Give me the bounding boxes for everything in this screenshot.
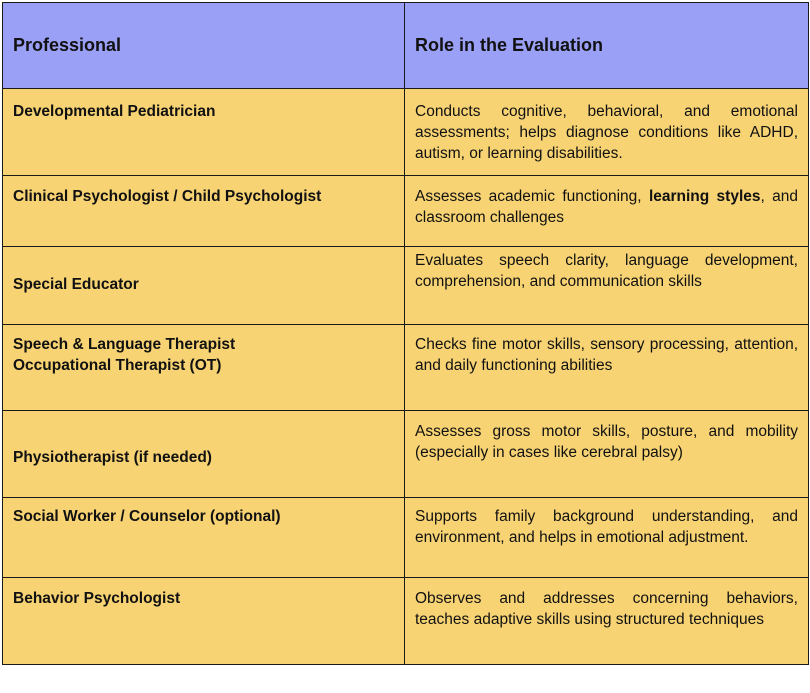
table-row	[3, 498, 809, 578]
professional-line: Occupational Therapist (OT)	[13, 357, 222, 374]
role-cell: Checks fine motor skills, sensory processing, attention, and daily functioning abilities	[405, 325, 809, 411]
table-row	[3, 176, 809, 247]
professional-cell	[3, 325, 405, 411]
professional-cell: Social Worker / Counselor (optional)	[3, 498, 405, 578]
role-cell: Conducts cognitive, behavioral, and emotional assessments; helps diagnose conditions like ADHD, autism, or learning disabilities.	[405, 89, 809, 176]
table-header-row	[3, 3, 809, 89]
professional-cell: Clinical Psychologist / Child Psychologist	[3, 176, 405, 247]
professional-cell: Special Educator	[3, 247, 405, 325]
table-row	[3, 578, 809, 665]
professional-cell: Developmental Pediatrician	[3, 89, 405, 176]
professional-line: Speech & Language Therapist	[13, 336, 236, 353]
role-emphasis: learning styles	[648, 188, 761, 205]
table-row	[3, 325, 809, 411]
role-cell: Supports family background understanding, and environment, and helps in emotional adjustment.	[405, 498, 809, 578]
table-row	[3, 89, 809, 176]
professional-cell: Behavior Psychologist	[3, 578, 405, 665]
table-row	[3, 247, 809, 325]
header-professional: Professional	[3, 3, 405, 89]
professional-cell: Physiotherapist (if needed)	[3, 411, 405, 498]
role-cell: Observes and addresses concerning behaviors, teaches adaptive skills using structured techniques	[405, 578, 809, 665]
role-text: , and classroom challenges	[415, 188, 799, 226]
table-row	[3, 411, 809, 498]
header-role: Role in the Evaluation	[405, 3, 809, 89]
role-cell	[405, 176, 809, 247]
evaluation-team-table	[2, 2, 809, 665]
role-cell: Assesses gross motor skills, posture, and mobility (especially in cases like cerebral palsy)	[405, 411, 809, 498]
role-text: Assesses academic functioning,	[415, 188, 642, 205]
role-cell: Evaluates speech clarity, language development, comprehension, and communication skills	[405, 247, 809, 325]
